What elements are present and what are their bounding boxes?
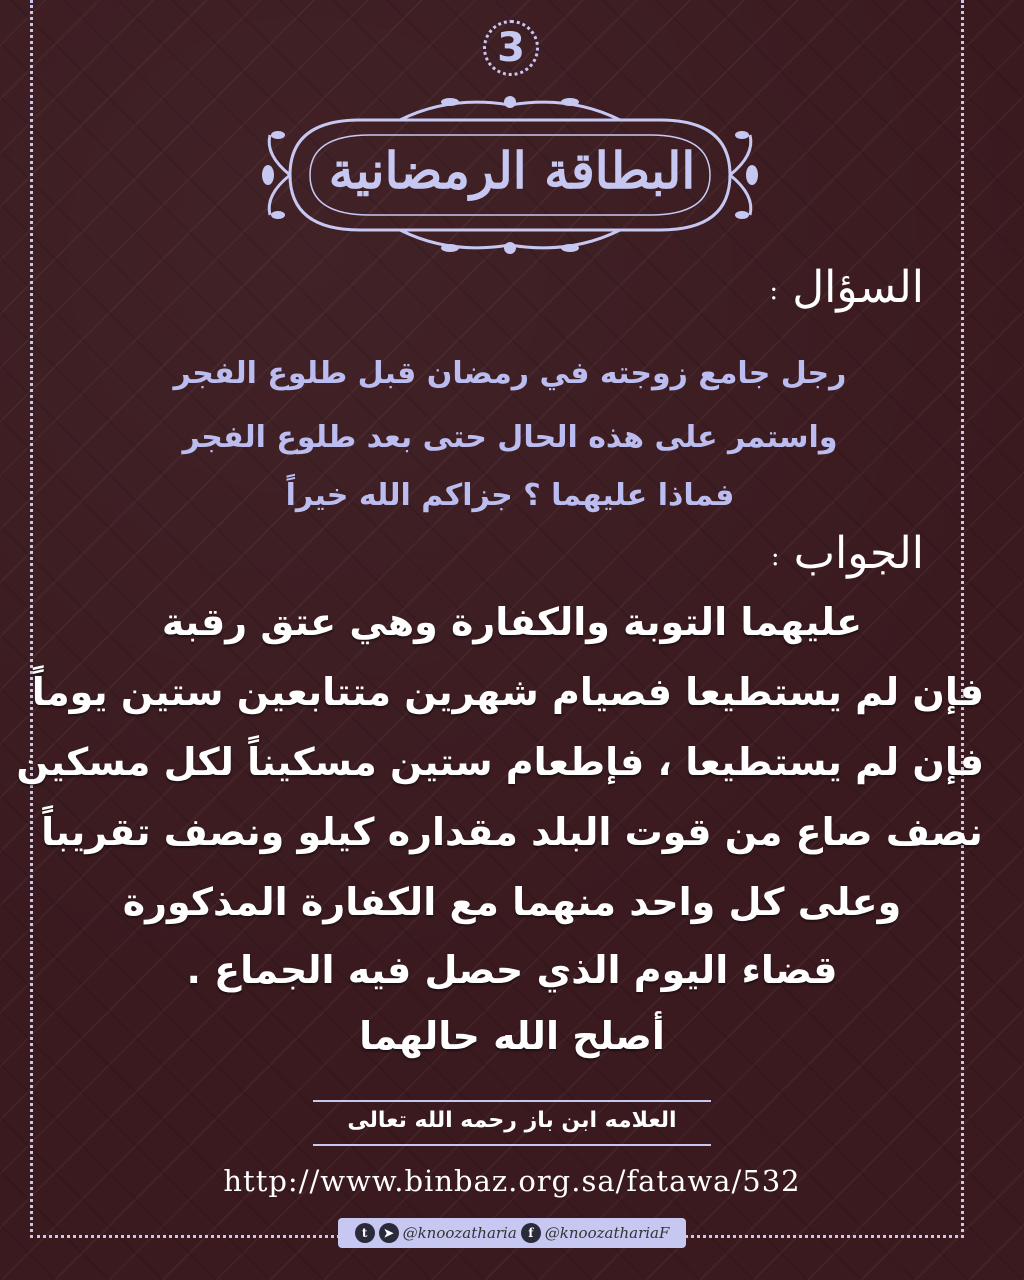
question-heading-label: السؤال	[792, 262, 924, 313]
scholar-divider-bottom	[313, 1144, 711, 1146]
question-heading-colon: :	[769, 275, 779, 306]
answer-line: فإن لم يستطيعا فصيام شهرين متتابعين ستين يوماً	[31, 670, 984, 714]
scholar-attribution: العلامه ابن باز رحمه الله تعالى	[347, 1108, 677, 1133]
answer-line: أصلح الله حالهما	[359, 1014, 665, 1058]
social-handle[interactable]: @knoozatharia	[402, 1224, 517, 1242]
source-url[interactable]: http://www.binbaz.org.sa/fatawa/532	[223, 1164, 801, 1198]
social-bar	[338, 1218, 686, 1248]
scholar-divider-top	[313, 1100, 711, 1102]
answer-line: فإن لم يستطيعا ، فإطعام ستين مسكيناً لكل مسكين	[16, 740, 984, 784]
question-line: واستمر على هذه الحال حتى بعد طلوع الفجر	[182, 420, 838, 455]
card-number-badge	[483, 20, 539, 76]
answer-line: قضاء اليوم الذي حصل فيه الجماع .	[186, 948, 838, 992]
telegram-icon[interactable]: ➤	[379, 1223, 399, 1243]
answer-line: نصف صاع من قوت البلد مقداره كيلو ونصف تقريباً	[41, 810, 983, 854]
answer-heading-colon: :	[770, 541, 780, 572]
card-number: 3	[497, 25, 525, 71]
twitter-icon[interactable]: t	[355, 1223, 375, 1243]
answer-heading	[771, 528, 924, 579]
facebook-icon[interactable]: f	[521, 1223, 541, 1243]
answer-line: وعلى كل واحد منهما مع الكفارة المذكورة	[122, 880, 902, 924]
answer-line: عليهما التوبة والكفارة وهي عتق رقبة	[161, 600, 863, 644]
page-title: البطاقة الرمضانية	[328, 140, 696, 200]
answer-heading-label: الجواب	[793, 528, 924, 579]
question-line: فماذا عليهما ؟ جزاكم الله خيراً	[285, 478, 735, 513]
question-line: رجل جامع زوجته في رمضان قبل طلوع الفجر	[173, 356, 847, 391]
social-handle[interactable]: @knoozathariaF	[544, 1224, 670, 1242]
question-heading	[769, 262, 924, 313]
